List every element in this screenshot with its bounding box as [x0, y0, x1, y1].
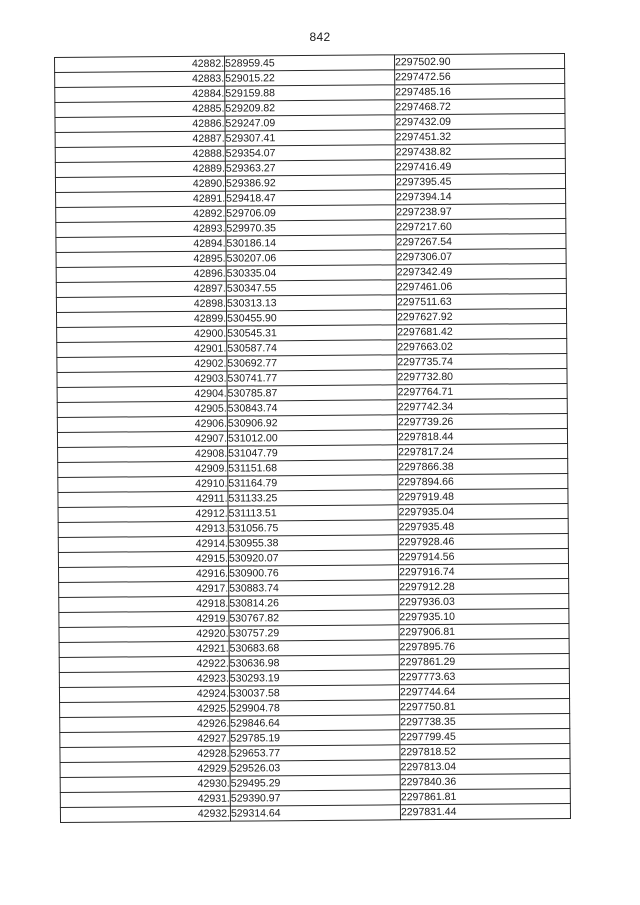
y-coordinate-cell: 2297936.03 — [399, 593, 569, 609]
point-id-cell: 42904. — [57, 386, 227, 402]
point-id-cell: 42883. — [55, 71, 225, 87]
point-id-cell: 42906. — [57, 416, 227, 432]
x-coordinate-cell: 531056.75 — [228, 520, 398, 536]
coordinates-table — [54, 53, 571, 823]
point-id-cell: 42886. — [55, 116, 225, 132]
x-coordinate-cell: 529354.07 — [225, 145, 395, 161]
point-id-cell: 42912. — [58, 506, 228, 522]
point-id-cell: 42897. — [56, 281, 226, 297]
y-coordinate-cell: 2297831.44 — [400, 803, 570, 819]
y-coordinate-cell: 2297627.92 — [396, 308, 566, 324]
x-coordinate-cell: 530814.26 — [229, 595, 399, 611]
point-id-cell: 42887. — [55, 131, 225, 147]
y-coordinate-cell: 2297866.38 — [398, 458, 568, 474]
x-coordinate-cell: 530692.77 — [227, 355, 397, 371]
y-coordinate-cell: 2297894.66 — [398, 473, 568, 489]
point-id-cell: 42927. — [60, 731, 230, 747]
page-number: 842 — [309, 30, 331, 44]
point-id-cell: 42931. — [60, 791, 230, 807]
point-id-cell: 42923. — [59, 671, 229, 687]
y-coordinate-cell: 2297919.48 — [398, 488, 568, 504]
y-coordinate-cell: 2297735.74 — [397, 353, 567, 369]
y-coordinate-cell: 2297906.81 — [399, 623, 569, 639]
x-coordinate-cell: 530347.55 — [226, 280, 396, 296]
y-coordinate-cell: 2297416.49 — [395, 158, 565, 174]
y-coordinate-cell: 2297238.97 — [396, 203, 566, 219]
x-coordinate-cell: 529846.64 — [230, 715, 400, 731]
y-coordinate-cell: 2297461.06 — [396, 278, 566, 294]
y-coordinate-cell: 2297663.02 — [397, 338, 567, 354]
y-coordinate-cell: 2297438.82 — [395, 143, 565, 159]
point-id-cell: 42882. — [55, 56, 225, 72]
point-id-cell: 42932. — [60, 806, 230, 822]
x-coordinate-cell: 529015.22 — [225, 70, 395, 86]
x-coordinate-cell: 529418.47 — [226, 190, 396, 206]
x-coordinate-cell: 529307.41 — [225, 130, 395, 146]
x-coordinate-cell: 530207.06 — [226, 250, 396, 266]
y-coordinate-cell: 2297935.10 — [399, 608, 569, 624]
point-id-cell: 42928. — [60, 746, 230, 762]
y-coordinate-cell: 2297818.52 — [400, 743, 570, 759]
point-id-cell: 42925. — [60, 701, 230, 717]
x-coordinate-cell: 529247.09 — [225, 115, 395, 131]
y-coordinate-cell: 2297738.35 — [400, 713, 570, 729]
y-coordinate-cell: 2297217.60 — [396, 218, 566, 234]
point-id-cell: 42930. — [60, 776, 230, 792]
x-coordinate-cell: 531151.68 — [228, 460, 398, 476]
coordinates-table-container — [54, 53, 570, 823]
point-id-cell: 42916. — [59, 566, 229, 582]
y-coordinate-cell: 2297342.49 — [396, 263, 566, 279]
x-coordinate-cell: 530741.77 — [227, 370, 397, 386]
y-coordinate-cell: 2297799.45 — [400, 728, 570, 744]
point-id-cell: 42924. — [59, 686, 229, 702]
point-id-cell: 42899. — [57, 311, 227, 327]
x-coordinate-cell: 530186.14 — [226, 235, 396, 251]
point-id-cell: 42894. — [56, 236, 226, 252]
y-coordinate-cell: 2297764.71 — [397, 383, 567, 399]
x-coordinate-cell: 529159.88 — [225, 85, 395, 101]
y-coordinate-cell: 2297773.63 — [399, 668, 569, 684]
y-coordinate-cell: 2297395.45 — [395, 173, 565, 189]
point-id-cell: 42911. — [58, 491, 228, 507]
x-coordinate-cell: 529706.09 — [226, 205, 396, 221]
y-coordinate-cell: 2297681.42 — [397, 323, 567, 339]
point-id-cell: 42909. — [58, 461, 228, 477]
point-id-cell: 42891. — [56, 191, 226, 207]
x-coordinate-cell: 530955.38 — [228, 535, 398, 551]
x-coordinate-cell: 529495.29 — [230, 775, 400, 791]
point-id-cell: 42910. — [58, 476, 228, 492]
point-id-cell: 42919. — [59, 611, 229, 627]
y-coordinate-cell: 2297485.16 — [395, 83, 565, 99]
x-coordinate-cell: 530920.07 — [228, 550, 398, 566]
x-coordinate-cell: 530293.19 — [229, 670, 399, 686]
point-id-cell: 42896. — [56, 266, 226, 282]
point-id-cell: 42903. — [57, 371, 227, 387]
x-coordinate-cell: 531012.00 — [227, 430, 397, 446]
point-id-cell: 42889. — [55, 161, 225, 177]
x-coordinate-cell: 530636.98 — [229, 655, 399, 671]
point-id-cell: 42908. — [58, 446, 228, 462]
y-coordinate-cell: 2297914.56 — [398, 548, 568, 564]
point-id-cell: 42929. — [60, 761, 230, 777]
y-coordinate-cell: 2297739.26 — [397, 413, 567, 429]
x-coordinate-cell: 531164.79 — [228, 475, 398, 491]
y-coordinate-cell: 2297916.74 — [398, 563, 568, 579]
table-row — [60, 803, 570, 822]
y-coordinate-cell: 2297432.09 — [395, 113, 565, 129]
point-id-cell: 42907. — [57, 431, 227, 447]
point-id-cell: 42913. — [58, 521, 228, 537]
x-coordinate-cell: 530767.82 — [229, 610, 399, 626]
x-coordinate-cell: 530335.04 — [226, 265, 396, 281]
x-coordinate-cell: 530587.74 — [227, 340, 397, 356]
x-coordinate-cell: 529526.03 — [230, 760, 400, 776]
x-coordinate-cell: 530037.58 — [229, 685, 399, 701]
y-coordinate-cell: 2297840.36 — [400, 773, 570, 789]
point-id-cell: 42890. — [55, 176, 225, 192]
y-coordinate-cell: 2297267.54 — [396, 233, 566, 249]
y-coordinate-cell: 2297744.64 — [399, 683, 569, 699]
point-id-cell: 42922. — [59, 656, 229, 672]
point-id-cell: 42900. — [57, 326, 227, 342]
point-id-cell: 42920. — [59, 626, 229, 642]
x-coordinate-cell: 529314.64 — [230, 805, 400, 821]
x-coordinate-cell: 529904.78 — [230, 700, 400, 716]
y-coordinate-cell: 2297394.14 — [396, 188, 566, 204]
x-coordinate-cell: 530900.76 — [229, 565, 399, 581]
point-id-cell: 42921. — [59, 641, 229, 657]
y-coordinate-cell: 2297818.44 — [397, 428, 567, 444]
y-coordinate-cell: 2297502.90 — [394, 53, 564, 69]
x-coordinate-cell: 529363.27 — [225, 160, 395, 176]
x-coordinate-cell: 530455.90 — [227, 310, 397, 326]
y-coordinate-cell: 2297742.34 — [397, 398, 567, 414]
y-coordinate-cell: 2297472.56 — [395, 68, 565, 84]
point-id-cell: 42901. — [57, 341, 227, 357]
y-coordinate-cell: 2297928.46 — [398, 533, 568, 549]
y-coordinate-cell: 2297750.81 — [400, 698, 570, 714]
point-id-cell: 42905. — [57, 401, 227, 417]
point-id-cell: 42926. — [60, 716, 230, 732]
x-coordinate-cell: 529785.19 — [230, 730, 400, 746]
point-id-cell: 42884. — [55, 86, 225, 102]
y-coordinate-cell: 2297468.72 — [395, 98, 565, 114]
point-id-cell: 42885. — [55, 101, 225, 117]
y-coordinate-cell: 2297895.76 — [399, 638, 569, 654]
x-coordinate-cell: 530683.68 — [229, 640, 399, 656]
y-coordinate-cell: 2297912.28 — [399, 578, 569, 594]
point-id-cell: 42895. — [56, 251, 226, 267]
point-id-cell: 42902. — [57, 356, 227, 372]
point-id-cell: 42888. — [55, 146, 225, 162]
x-coordinate-cell: 529970.35 — [226, 220, 396, 236]
y-coordinate-cell: 2297451.32 — [395, 128, 565, 144]
point-id-cell: 42898. — [56, 296, 226, 312]
point-id-cell: 42892. — [56, 206, 226, 222]
x-coordinate-cell: 530843.74 — [227, 400, 397, 416]
x-coordinate-cell: 529653.77 — [230, 745, 400, 761]
x-coordinate-cell: 531133.25 — [228, 490, 398, 506]
y-coordinate-cell: 2297813.04 — [400, 758, 570, 774]
y-coordinate-cell: 2297935.48 — [398, 518, 568, 534]
y-coordinate-cell: 2297861.29 — [399, 653, 569, 669]
coordinates-table-body — [55, 53, 571, 822]
point-id-cell: 42893. — [56, 221, 226, 237]
y-coordinate-cell: 2297817.24 — [398, 443, 568, 459]
x-coordinate-cell: 529209.82 — [225, 100, 395, 116]
x-coordinate-cell: 530313.13 — [226, 295, 396, 311]
x-coordinate-cell: 530883.74 — [229, 580, 399, 596]
y-coordinate-cell: 2297935.04 — [398, 503, 568, 519]
y-coordinate-cell: 2297861.81 — [400, 788, 570, 804]
y-coordinate-cell: 2297732.80 — [397, 368, 567, 384]
x-coordinate-cell: 529386.92 — [225, 175, 395, 191]
x-coordinate-cell: 530545.31 — [227, 325, 397, 341]
point-id-cell: 42914. — [58, 536, 228, 552]
point-id-cell: 42918. — [59, 596, 229, 612]
point-id-cell: 42915. — [58, 551, 228, 567]
point-id-cell: 42917. — [59, 581, 229, 597]
y-coordinate-cell: 2297306.07 — [396, 248, 566, 264]
y-coordinate-cell: 2297511.63 — [396, 293, 566, 309]
x-coordinate-cell: 530757.29 — [229, 625, 399, 641]
x-coordinate-cell: 530906.92 — [227, 415, 397, 431]
x-coordinate-cell: 530785.87 — [227, 385, 397, 401]
x-coordinate-cell: 528959.45 — [224, 55, 394, 71]
x-coordinate-cell: 531113.51 — [228, 505, 398, 521]
x-coordinate-cell: 531047.79 — [228, 445, 398, 461]
x-coordinate-cell: 529390.97 — [230, 790, 400, 806]
